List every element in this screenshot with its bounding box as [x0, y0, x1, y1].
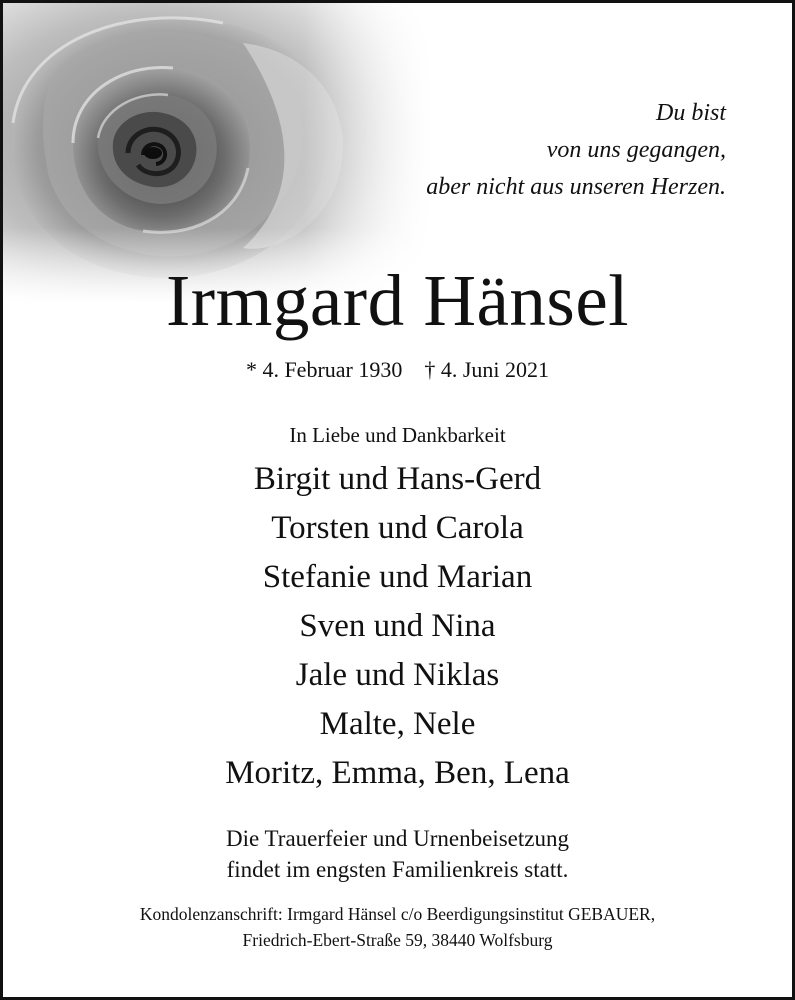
ceremony-notice: [3, 823, 792, 885]
motto-line: aber nicht aus unseren Herzen.: [426, 174, 726, 200]
condolence-address: [3, 901, 792, 953]
motto-quote: [366, 95, 726, 206]
ceremony-line: Die Trauerfeier und Urnenbeisetzung: [226, 826, 569, 851]
mourner-line: Stefanie und Marian: [262, 559, 533, 595]
mourner-line: Birgit und Hans-Gerd: [253, 461, 542, 497]
mourner-line: Jale und Niklas: [295, 657, 500, 693]
mourner-line: Torsten und Carola: [271, 510, 524, 546]
mourner-line: Malte, Nele: [319, 706, 476, 742]
motto-line: von uns gegangen,: [546, 137, 726, 163]
mourner-line: Moritz, Emma, Ben, Lena: [225, 755, 570, 791]
mourners-list: [3, 455, 792, 798]
death-date: † 4. Juni 2021: [424, 357, 550, 382]
life-dates: [3, 355, 792, 385]
condolence-line: Friedrich-Ebert-Straße 59, 38440 Wolfsburg: [242, 930, 553, 950]
condolence-line: Kondolenzanschrift: Irmgard Hänsel c/o Beerdigungsinstitut GEBAUER,: [139, 904, 656, 924]
birth-date: * 4. Februar 1930: [245, 357, 403, 382]
intro-text: In Liebe und Dankbarkeit: [289, 423, 506, 447]
mourner-line: Sven und Nina: [299, 608, 496, 644]
ceremony-line: findet im engsten Familienkreis statt.: [226, 857, 569, 882]
motto-line: Du bist: [655, 100, 726, 126]
deceased-name: Irmgard Hänsel: [165, 260, 630, 341]
